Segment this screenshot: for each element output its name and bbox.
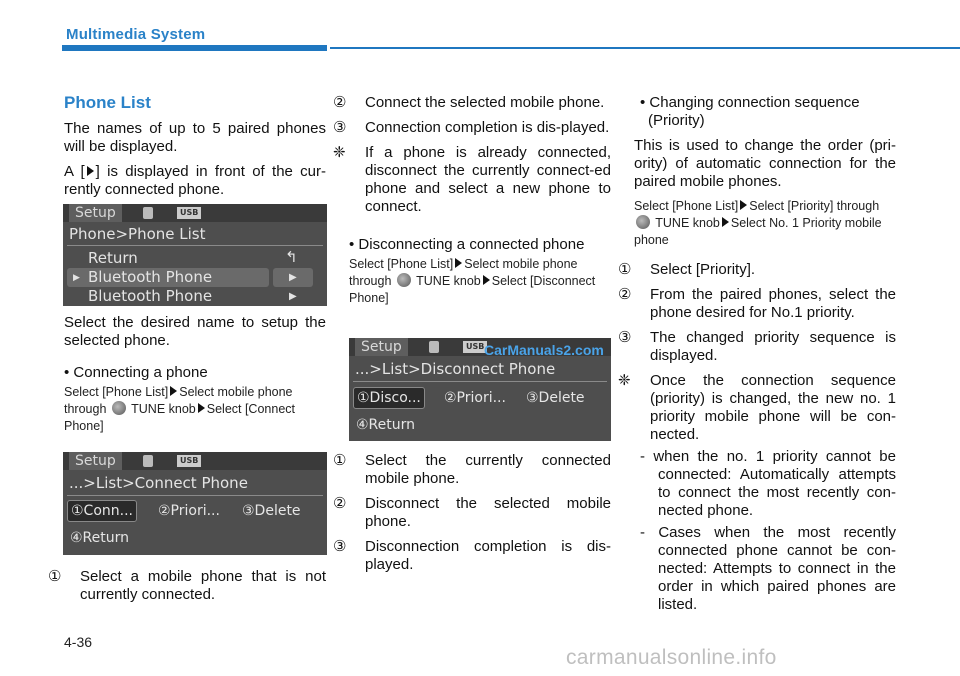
tune-knob-icon	[397, 273, 411, 287]
divider	[353, 381, 607, 382]
path-text: Select [Phone List]	[64, 385, 169, 399]
return-button: ④Return	[356, 417, 416, 433]
step-3	[333, 119, 611, 137]
text: ] is displayed in front of the cur-rently connected phone.	[64, 163, 327, 198]
step-number: ①	[618, 261, 632, 278]
column-2	[333, 94, 611, 314]
note-case-1: - when the no. 1 priority cannot be connected: Automatically attempts to connect the most recently con-nected phone.	[640, 448, 896, 519]
disconnect-step-1	[333, 452, 611, 488]
connect-phone-screen	[63, 452, 327, 555]
arrow-right-icon	[170, 386, 177, 396]
path-text: Select [Disconnect Phone]	[349, 274, 596, 305]
step-text: Connect the selected mobile phone.	[365, 94, 605, 111]
step-text: Select the currently connected mobile phone.	[365, 452, 611, 487]
screen-title: ...>List>Disconnect Phone	[355, 360, 556, 378]
text: A [	[64, 163, 85, 180]
section-title: Multimedia System	[66, 26, 206, 43]
priority-step-3	[618, 329, 896, 365]
path-text: TUNE knob	[131, 402, 196, 416]
arrow-right-icon	[483, 275, 490, 285]
delete-button: ③Delete	[242, 503, 301, 519]
step-text: Select [Priority].	[650, 261, 756, 278]
priority-button: ②Priori...	[444, 390, 506, 406]
path-text: Select No. 1 Priority mobile phone	[634, 216, 882, 247]
priority-button: ②Priori...	[158, 503, 220, 519]
bluetooth-phone-row: Bluetooth Phone	[88, 268, 213, 286]
divider	[67, 245, 323, 246]
arrow-right-icon	[87, 166, 94, 176]
path-text: TUNE knob	[416, 274, 481, 288]
phone-list-heading: Phone List	[64, 93, 151, 112]
paragraph: The names of up to 5 paired phones will be displayed.	[64, 120, 326, 155]
bullet-changing-sequence: • Changing connection sequence (Priority)	[640, 94, 860, 129]
page-number: 4-36	[64, 634, 93, 650]
step-text: The changed priority sequence is displayed.	[650, 329, 896, 364]
usb-badge: USB	[177, 207, 201, 219]
screen-title: Phone>Phone List	[69, 225, 206, 243]
procedure-path	[634, 198, 896, 249]
priority-note	[618, 372, 896, 444]
procedure-path	[349, 256, 611, 307]
column-3	[618, 94, 896, 621]
step-number: ①	[48, 568, 62, 585]
step-number: ③	[333, 119, 347, 136]
note-symbol: ❈	[618, 372, 631, 389]
column-2b	[333, 452, 611, 581]
column-1	[64, 94, 326, 206]
note-text: If a phone is already connected, disconnect the currently connect-ed phone and select a new phone to connect.	[365, 144, 611, 215]
step-text: Select a mobile phone that is not currently connected.	[80, 568, 326, 603]
column-1b	[64, 314, 326, 442]
bluetooth-icon	[429, 341, 439, 353]
step-number: ③	[618, 329, 632, 346]
path-text: Select mobile phone through	[349, 257, 578, 288]
step-number: ③	[333, 538, 347, 555]
path-text: Select [Priority] through	[749, 199, 880, 213]
path-text: TUNE knob	[655, 216, 720, 230]
note-case-2: - Cases when the most recently connected phone cannot be con-nected: Attempts to connect in the order in which paired phones are listed.	[640, 524, 896, 613]
paragraph	[64, 163, 326, 199]
path-text: Select [Connect Phone]	[64, 402, 295, 433]
step-number: ①	[333, 452, 347, 469]
bluetooth-phone-row: Bluetooth Phone	[88, 287, 213, 305]
paragraph: This is used to change the order (pri-ority) of automatic connection for the paired mobile phones.	[634, 137, 896, 190]
divider	[67, 495, 323, 496]
step-2	[333, 94, 611, 112]
chevron-right-icon: ▶	[289, 291, 297, 302]
step-number: ②	[333, 495, 347, 512]
step-number: ②	[618, 286, 632, 303]
step-text: Disconnect the selected mobile phone.	[365, 495, 611, 530]
return-row: Return	[88, 249, 138, 267]
procedure-path	[64, 384, 326, 435]
phone-list-screen	[63, 204, 327, 306]
back-icon: ↰	[285, 248, 298, 266]
header-bar-left	[62, 45, 327, 51]
usb-badge: USB	[177, 455, 201, 467]
note-symbol: ❈	[333, 144, 346, 161]
screen-title: ...>List>Connect Phone	[69, 474, 248, 492]
arrow-right-icon	[455, 258, 462, 268]
disconnect-step-3	[333, 538, 611, 574]
path-text: Select [Phone List]	[349, 257, 454, 271]
path-text: Select mobile phone through	[64, 385, 293, 416]
step-1	[48, 568, 326, 604]
setup-tab: Setup	[69, 452, 122, 470]
note-text: Once the connection sequence (priority) is changed, the new no. 1 priority mobile phone will be con-nected.	[650, 372, 896, 443]
path-text: Select [Phone List]	[634, 199, 739, 213]
column-1c	[48, 568, 326, 611]
bullet-disconnecting: • Disconnecting a connected phone	[349, 236, 585, 253]
arrow-right-icon	[740, 200, 747, 210]
disconnect-button: ①Disco...	[353, 387, 425, 409]
step-text: Connection completion is dis-played.	[365, 119, 610, 136]
step-number: ②	[333, 94, 347, 111]
bullet-connecting: • Connecting a phone	[64, 364, 208, 381]
connect-button: ①Conn...	[67, 500, 137, 522]
header-bar-right	[330, 47, 960, 49]
priority-step-1	[618, 261, 896, 279]
delete-button: ③Delete	[526, 390, 585, 406]
arrow-right-icon	[198, 403, 205, 413]
step-text: From the paired phones, select the phone desired for No.1 priority.	[650, 286, 896, 321]
connected-indicator-icon: ▶	[73, 273, 80, 283]
note	[333, 144, 611, 216]
watermark-carmanuals2: CarManuals2.com	[484, 342, 604, 358]
priority-step-2	[618, 286, 896, 322]
return-button: ④Return	[70, 530, 130, 546]
tune-knob-icon	[636, 215, 650, 229]
tune-knob-icon	[112, 401, 126, 415]
setup-tab: Setup	[355, 338, 408, 356]
bluetooth-icon	[143, 207, 153, 219]
paragraph: Select the desired name to setup the selected phone.	[64, 314, 326, 349]
disconnect-step-2	[333, 495, 611, 531]
bluetooth-icon	[143, 455, 153, 467]
watermark-carmanualsonline: carmanualsonline.info	[566, 646, 777, 669]
arrow-right-icon	[722, 217, 729, 227]
usb-badge: USB	[463, 341, 487, 353]
setup-tab: Setup	[69, 204, 122, 222]
chevron-right-icon: ▶	[289, 272, 297, 283]
step-text: Disconnection completion is dis-played.	[365, 538, 611, 573]
